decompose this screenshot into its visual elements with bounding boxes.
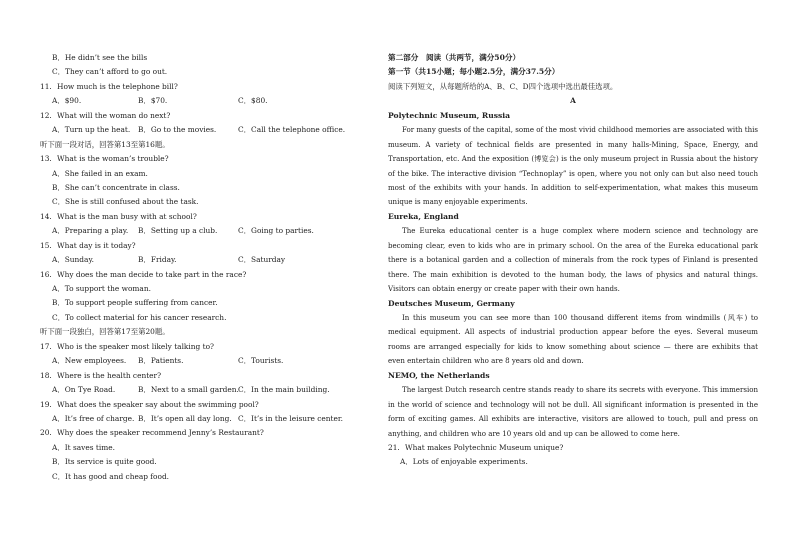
answer-option[interactable]: B．Go to the movies. (138, 125, 217, 135)
question-number: 16. (40, 269, 52, 279)
answer-option[interactable]: A．On Tye Road. (52, 385, 116, 395)
museum-description: The Eureka educational center is a huge complex where modern science and technology are becoming clear, even to kids who are in primary school. On the area of the Eureka educational park there is a botanical garden and a collection of minerals from the rock types of Finland is presented there. The main exhibition is devoted to the human body, the laws of physics and natural things. Visitors can obtain energy or create paper with their own hands. (388, 226, 758, 294)
museum-description: For many guests of the capital, some of the most vivid childhood memories are associated with this museum. A variety of technical fields are presented in many halls-Mining, Space, Energy, and Transportation, etc. And the exposition (博览会) is the only museum project in Russia about the history of the bike. The interactive division “Technoplay” is open, where you not only can but also need touch most of the exhibits with your hands. In addition to self-experimentation, what makes this museum unique is many enjoyable experiments. (388, 125, 758, 207)
answer-option[interactable]: B．To support people suffering from cancer. (52, 298, 218, 308)
question-row (40, 340, 360, 354)
question-text: Who is the speaker most likely talking to? (57, 341, 214, 351)
answer-options (40, 253, 360, 267)
museum-name: NEMO, the Netherlands (388, 370, 490, 380)
answer-option[interactable]: A．Lots of enjoyable experiments. (400, 457, 528, 467)
question-row (40, 80, 360, 94)
answer-option[interactable]: C．Call the telephone office. (238, 125, 346, 135)
question-text: Why does the speaker recommend Jenny’s Restaurant? (57, 428, 264, 438)
answer-options (40, 354, 360, 368)
question-row (40, 369, 360, 383)
answer-option[interactable]: B．It’s open all day long. (138, 413, 232, 423)
answer-option[interactable]: B．Friday. (138, 255, 177, 265)
answer-option[interactable]: C．In the main building. (238, 385, 330, 395)
question-number: 14. (40, 211, 52, 221)
museum-description: In this museum you can see more than 100 thousand different items from windmills (风车) to medical equipment. All aspects of industrial production appear before the eyes. Several museum rooms are arranged especially for kids to know something about science — there are exhibits that even entertain children who are 8 years old and down. (388, 313, 758, 366)
museum-name: Polytechnic Museum, Russia (388, 110, 511, 120)
answer-option[interactable]: C．They can’t afford to go out. (52, 67, 168, 77)
question-number: 20. (40, 428, 52, 438)
answer-option[interactable]: C．Tourists. (238, 356, 284, 366)
question-text: What will the woman do next? (57, 110, 171, 120)
question-number: 15. (40, 240, 52, 250)
answer-options (40, 94, 360, 108)
answer-option[interactable]: C．She is still confused about the task. (52, 197, 199, 207)
listening-column (40, 51, 360, 484)
answer-option[interactable]: A．New employees. (52, 356, 127, 366)
question-number: 18. (40, 370, 52, 380)
answer-option[interactable]: A．It saves time. (52, 442, 115, 452)
question-number: 13. (40, 154, 52, 164)
question-row (40, 426, 360, 440)
part-title: 第二部分 阅读（共两节，满分50分） (388, 53, 521, 62)
question-text: What makes Polytechnic Museum unique? (405, 443, 564, 453)
question-number: 12. (40, 110, 52, 120)
answer-option[interactable]: C．Going to parties. (238, 226, 314, 236)
answer-option[interactable]: A．Preparing a play. (52, 226, 129, 236)
answer-options (40, 224, 360, 238)
question-row (40, 268, 360, 282)
question-text: How much is the telephone bill? (57, 81, 178, 91)
question-row (40, 109, 360, 123)
question-text: Why does the man decide to take part in the race? (57, 269, 247, 279)
answer-option[interactable]: C．$80. (238, 96, 268, 106)
answer-option[interactable]: B．Next to a small garden. (138, 385, 239, 395)
answer-option[interactable]: C．It has good and cheap food. (52, 471, 170, 481)
question-number: 11. (40, 81, 52, 91)
question-text: What day is it today? (57, 240, 136, 250)
answer-option[interactable]: C．Saturday (238, 255, 286, 265)
question-row (40, 152, 360, 166)
answer-option[interactable]: A．She failed in an exam. (52, 168, 148, 178)
reading-column (388, 51, 758, 470)
answer-option[interactable]: A．Sunday. (52, 255, 94, 265)
museum-description: The largest Dutch research centre stands ready to share its secrets with everyone. This immersion in the world of science and technology will not be dull. All significant information is presented in the form of exciting games. All exhibits are interactive, visitors are allowed to touch, pull and press on anything, and children who are 10 years old and up can be allowed to come here. (388, 385, 758, 438)
answer-option[interactable]: B．Its service is quite good. (52, 457, 157, 467)
question-row (40, 398, 360, 412)
answer-option[interactable]: B．He didn’t see the bills (52, 53, 148, 62)
museum-name: Deutsches Museum, Germany (388, 298, 515, 308)
answer-option[interactable]: B．She can’t concentrate in class. (52, 182, 180, 192)
answer-options (40, 123, 360, 137)
answer-option[interactable]: C．To collect material for his cancer research. (52, 312, 227, 322)
answer-options (40, 383, 360, 397)
reading-instruction: 阅读下列短文，从每题所给的A、B、C、D四个选项中选出最佳选项。 (388, 81, 618, 91)
question-number: 19. (40, 399, 52, 409)
answer-option[interactable]: A．$90. (52, 96, 82, 106)
question-text: What does the speaker say about the swimming pool? (57, 399, 259, 409)
answer-option[interactable]: B．Setting up a club. (138, 226, 218, 236)
answer-option[interactable]: A．Turn up the heat. (52, 125, 131, 135)
question-number: 17. (40, 341, 52, 351)
answer-option[interactable]: A．It’s free of charge. (52, 413, 135, 423)
question-text: Where is the health center? (57, 370, 162, 380)
answer-option[interactable]: C．It’s in the leisure center. (238, 413, 343, 423)
question-text: What is the man busy with at school? (57, 211, 197, 221)
answer-option[interactable]: B．$70. (138, 96, 168, 106)
question-row (388, 441, 758, 455)
question-number: 21. (388, 443, 400, 453)
answer-option[interactable]: A．To support the woman. (52, 284, 151, 293)
listening-instruction: 听下面一段对话，回答第13至第16题。 (40, 139, 170, 149)
answer-options (40, 412, 360, 426)
listening-instruction: 听下面一段独白，回答第17至第20题。 (40, 327, 170, 337)
section-title: 第一节（共15小题；每小题2.5分，满分37.5分） (388, 67, 560, 77)
question-row (40, 210, 360, 224)
answer-option[interactable]: B．Patients. (138, 356, 184, 366)
passage-letter: A (570, 96, 576, 106)
question-row (40, 239, 360, 253)
museum-name: Eureka, England (388, 211, 459, 221)
question-text: What is the woman’s trouble? (57, 154, 169, 164)
